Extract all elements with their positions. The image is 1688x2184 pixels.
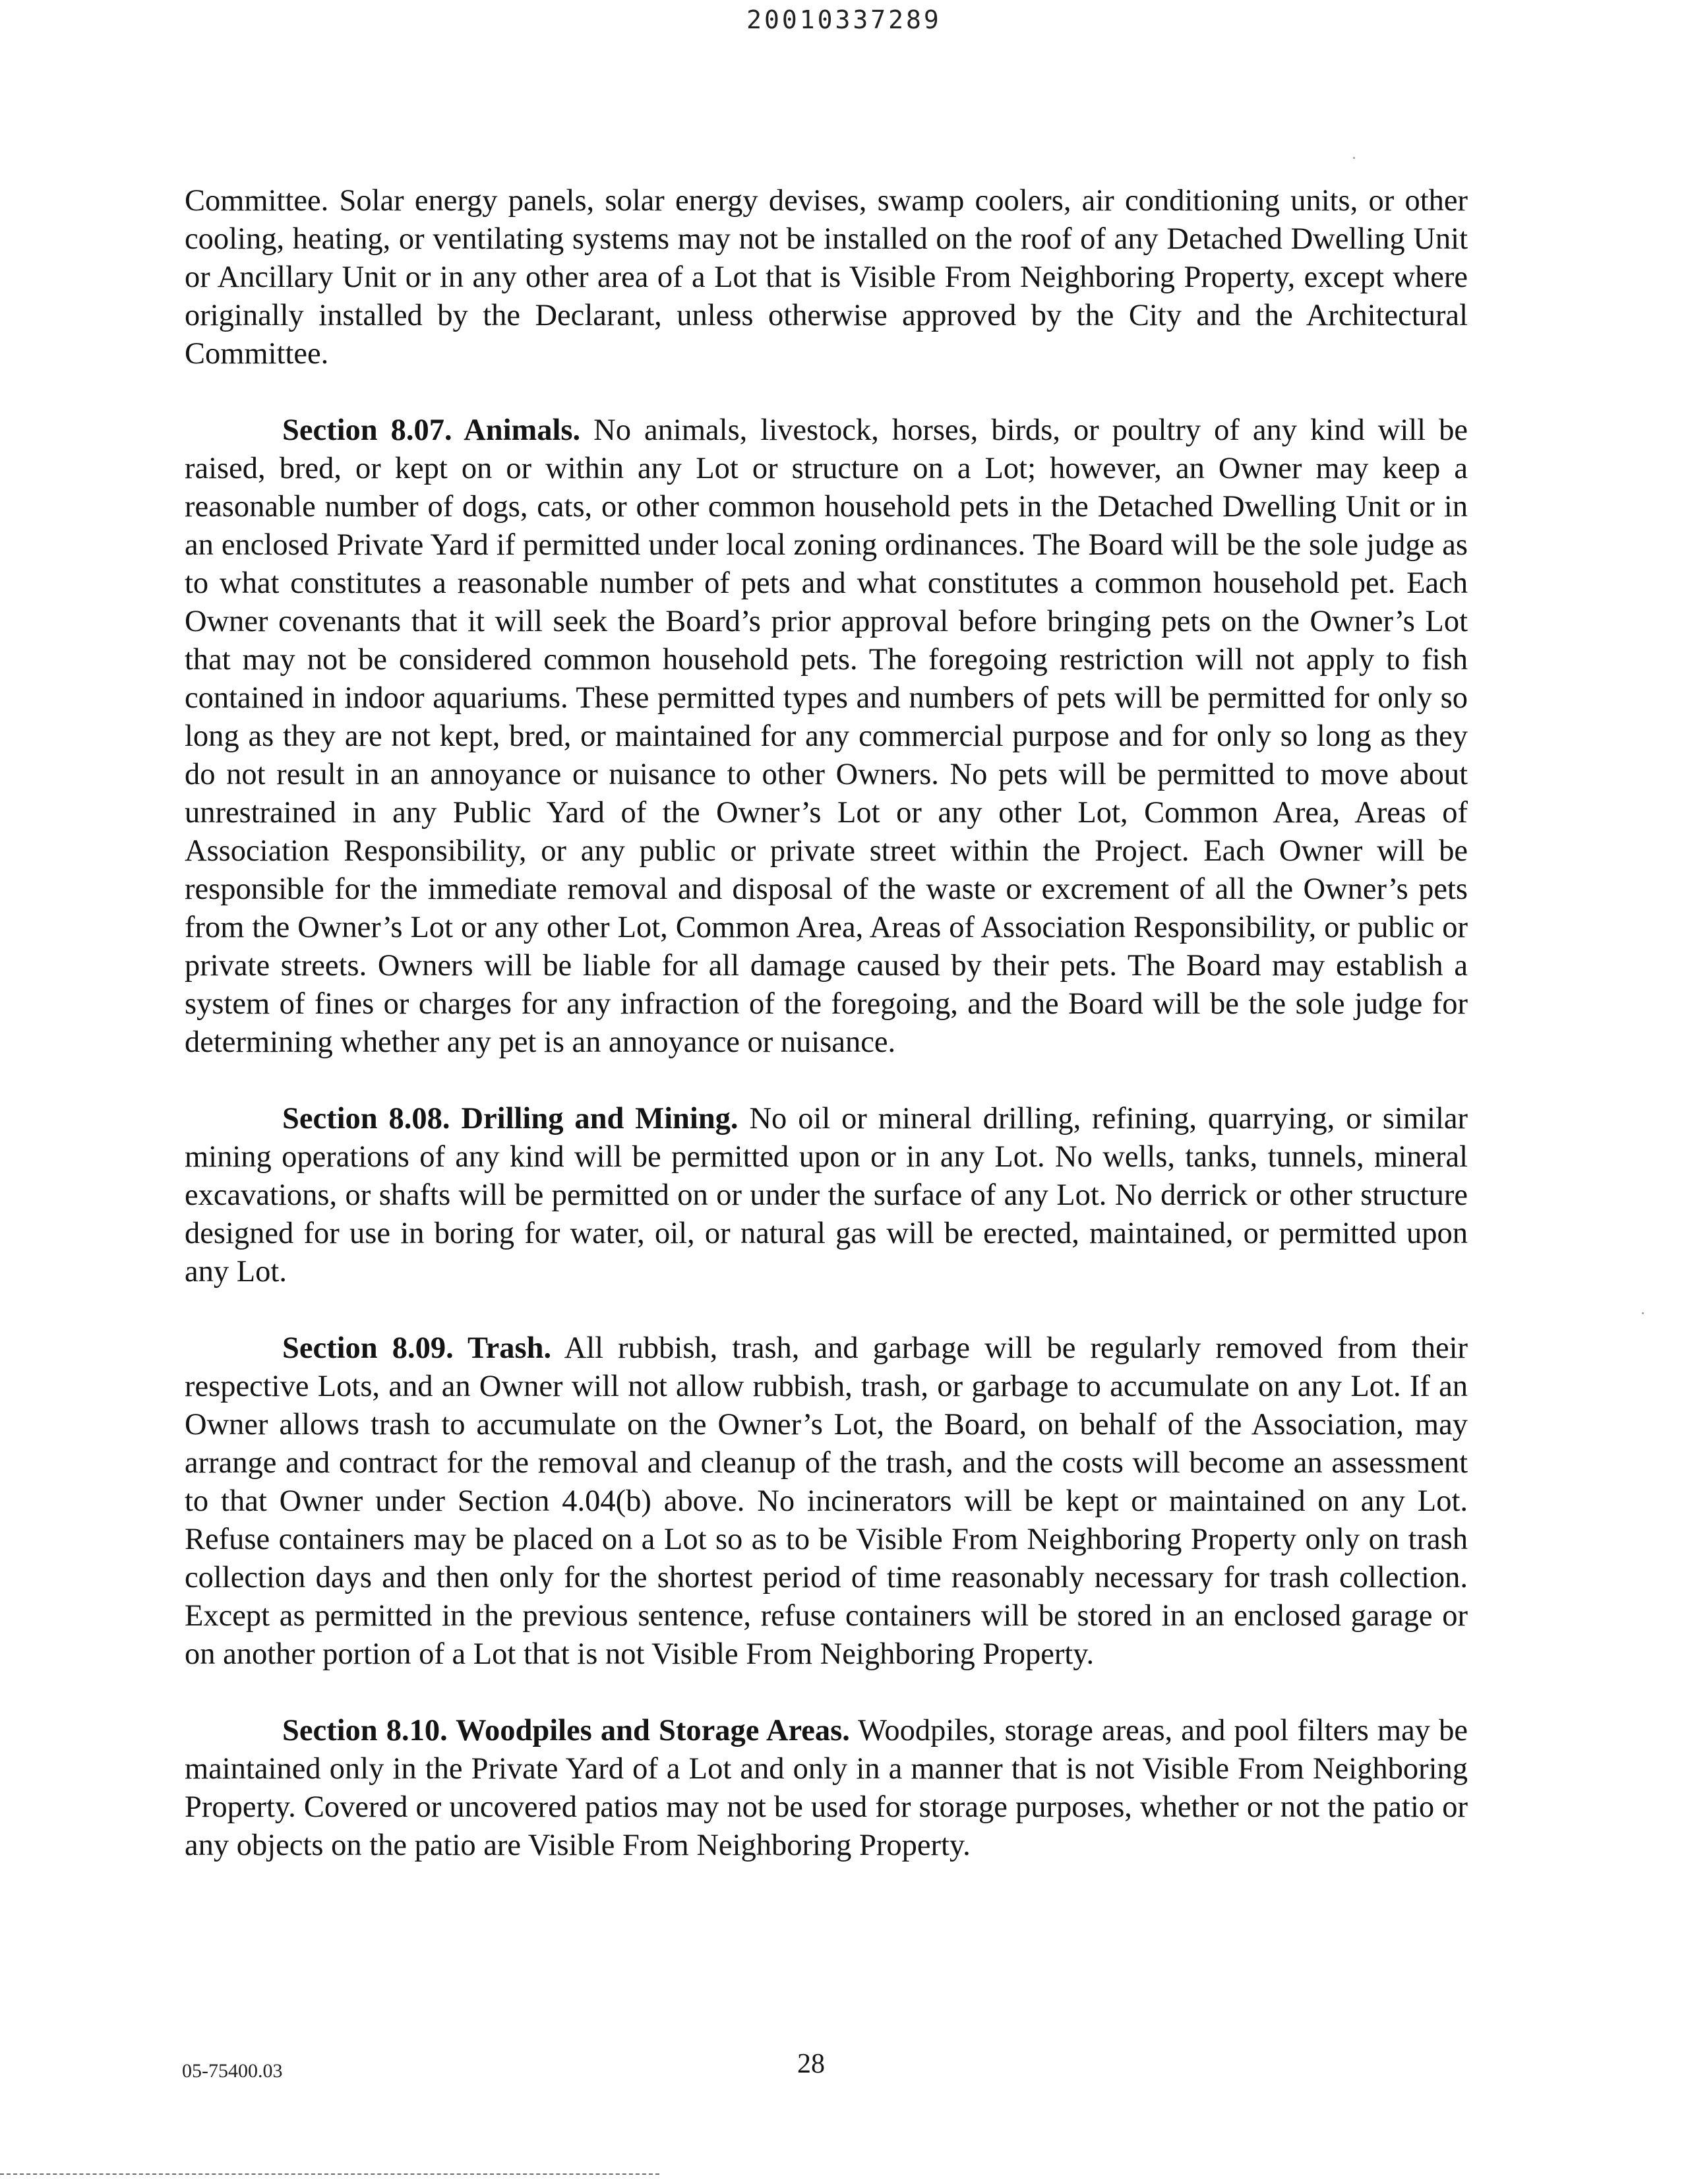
scan-speck: [1353, 157, 1355, 159]
section-heading: Section 8.10. Woodpiles and Storage Areas.: [282, 1714, 850, 1747]
section-8-10-woodpiles-and-storage-areas: [185, 1712, 1468, 1865]
section-heading: Section 8.08. Drilling and Mining.: [282, 1102, 738, 1136]
section-8-07-animals: [185, 411, 1468, 1062]
paragraph-text: No animals, livestock, horses, birds, or poultry of any kind will be raised, bred, or kept on or within any Lot or structure on a Lot; however, an Owner may keep a reasonable number of dogs, cats, or other common household pets in the Detached Dwelling Unit or in an enclosed Private Yard if permitted under local zoning ordinances. The Board will be the sole judge as to what constitutes a reasonable number of pets and what constitutes a common household pet. Each Owner covenants that it will seek the Board’s prior approval before bringing pets on the Owner’s Lot that may not be considered common household pets. The foregoing restriction will not apply to fish contained in indoor aquariums. These permitted types and numbers of pets will be permitted for only so long as they are not kept, bred, or maintained for any commercial purpose and for only so long as they do not result in an annoyance or nuisance to other Owners. No pets will be permitted to move about unrestrained in any Public Yard of the Owner’s Lot or any other Lot, Common Area, Areas of Association Responsibility, or any public or private street within the Project. Each Owner will be responsible for the immediate removal and disposal of the waste or excrement of all the Owner’s pets from the Owner’s Lot or any other Lot, Common Area, Areas of Association Responsibility, or public or private streets. Owners will be liable for all damage caused by their pets. The Board may establish a system of fines or charges for any infraction of the foregoing, and the Board will be the sole judge for determining whether any pet is an annoyance or nuisance.: [185, 413, 1468, 1059]
paragraph-text: Committee. Solar energy panels, solar energy devises, swamp coolers, air conditioning units, or other cooling, heating, or ventilating systems may not be installed on the roof of any Detached Dwelling Unit or Ancillary Unit or in any other area of a Lot that is Visible From Neighboring Property, except where originally installed by the Declarant, unless otherwise approved by the City and the Architectural Committee.: [185, 184, 1468, 371]
paragraph-text: Woodpiles, storage areas, and pool filters may be maintained only in the Private Yard of a Lot and only in a manner that is not Visible From Neighboring Property. Covered or uncovered patios may not be used for storage purposes, whether or not the patio or any objects on the patio are Visible From Neighboring Property.: [185, 1714, 1468, 1862]
document-number: 20010337289: [746, 5, 942, 34]
scan-edge-line: [0, 2173, 659, 2175]
page-number: 28: [797, 2049, 825, 2079]
paragraph-text: No oil or mineral drilling, refining, quarrying, or similar mining operations of any kind will be permitted upon or in any Lot. No wells, tanks, tunnels, mineral excavations, or shafts will be permitted on or under the surface of any Lot. No derrick or other structure designed for use in boring for water, oil, or natural gas will be erected, maintained, or permitted upon any Lot.: [185, 1102, 1468, 1289]
section-8-08-drilling-and-mining: [185, 1100, 1468, 1291]
footer-document-code: 05-75400.03: [182, 2060, 283, 2082]
document-body: [185, 182, 1468, 1903]
section-8-09-trash: [185, 1329, 1468, 1674]
scan-speck: [1642, 1312, 1644, 1314]
section-heading: Section 8.07. Animals.: [282, 413, 581, 447]
paragraph-committee-continuation: [185, 182, 1468, 373]
section-heading: Section 8.09. Trash.: [282, 1331, 552, 1365]
paragraph-text: All rubbish, trash, and garbage will be regularly removed from their respective Lots, and an Owner will not allow rubbish, trash, or garbage to accumulate on any Lot. If an Owner allows trash to accumulate on the Owner’s Lot, the Board, on behalf of the Association, may arrange and contract for the removal and cleanup of the trash, and the costs will become an assessment to that Owner under Section 4.04(b) above. No incinerators will be kept or maintained on any Lot. Refuse containers may be placed on a Lot so as to be Visible From Neighboring Property only on trash collection days and then only for the shortest period of time reasonably necessary for trash collection. Except as permitted in the previous sentence, refuse containers will be stored in an enclosed garage or on another portion of a Lot that is not Visible From Neighboring Property.: [185, 1331, 1468, 1671]
